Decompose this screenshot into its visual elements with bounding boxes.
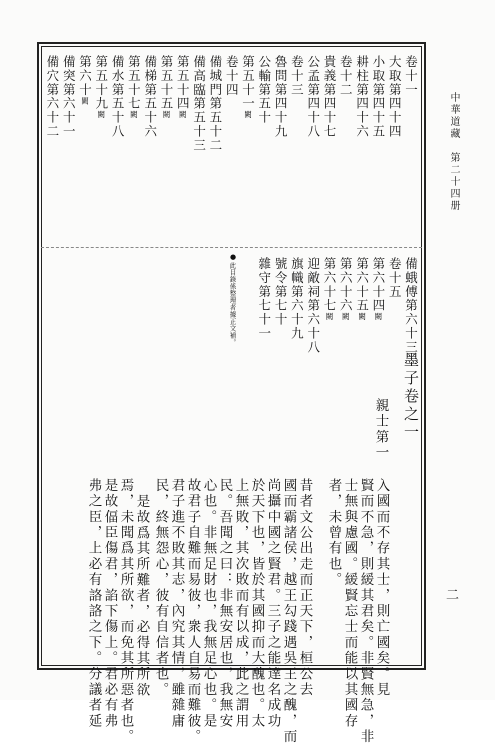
toc-missing-mark: 闕 [80,96,90,105]
toc-entry-title: 號令第七十 [273,257,289,327]
toc-missing-mark: 闕 [178,110,188,119]
toc-missing-mark: 闕 [129,110,139,119]
chapter-title: 親士第一 [372,398,389,461]
toc-entry-title: 備突第六十一 [61,55,77,139]
toc-entry-title: 大取第四十四 [387,55,403,139]
text-column: 者，未曾有也。 [325,478,342,588]
toc-entry [404,257,417,354]
toc-entry [274,55,287,138]
toc-entry-title: 備梯第五十六 [142,55,158,139]
toc-entry [290,55,303,97]
toc-entry-title: 第六十六 [338,257,354,313]
toc-entry [355,55,368,138]
toc-entry-title: 備高臨第五十三 [191,55,207,153]
toc-entry-title: 貴義第四十七 [322,55,337,139]
toc-entry [306,55,319,138]
toc-entry-title: 第五十一 [240,55,256,111]
text-column: 民。吾聞之曰：非無安居也，我無安 [216,478,233,730]
toc-entry-title: 第六十四 [370,257,386,313]
section-divider [41,247,422,248]
toc-entry [371,257,384,321]
toc-entry-title: 公輸第五十 [256,55,272,125]
toc-entry-title: 卷十三 [289,55,305,97]
toc-entry-title: 卷十五 [387,257,403,299]
toc-entry [192,55,205,152]
toc-entry-title: 迎敵祠第六十八 [305,257,321,355]
toc-entry [306,257,319,354]
toc-entry [257,55,270,125]
toc-missing-mark: 闕 [325,312,334,321]
toc-entry [371,55,384,138]
text-column: 君子進不敗其志，內究其情，雖雜庸 [168,478,185,730]
toc-entry [111,55,124,138]
note-bullet-icon: ● [229,253,237,261]
toc-entry-title: 卷十四 [224,55,240,97]
toc-entry [208,55,221,152]
toc-entry [62,55,75,138]
toc-entry [160,55,173,119]
toc-entry-title: 卷十一 [403,55,419,97]
toc-entry [257,257,270,340]
toc-entry-title: 魯問第四十九 [273,55,289,139]
toc-entry-title: 備水第五十八 [110,55,126,139]
text-column: 弗之臣，上必有詻詻之下。分議者延 [85,478,102,730]
toc-missing-mark: 闕 [357,312,367,321]
toc-missing-mark: 闕 [373,312,383,321]
text-column: 入國而不存其士，則亡國矣。見 [373,478,390,698]
toc-entry [290,257,303,340]
text-column: 昔者文公出走而正天下，桓公去 [296,478,313,698]
text-column: 國而霸諸侯，越王勾踐遇吳王之醜，而 [280,478,297,745]
toc-entry [388,257,401,299]
toc-entry-title: 公孟第四十八 [305,55,321,139]
toc-entry [355,257,368,321]
page-number: 二 [446,588,460,603]
running-header: 中華道藏 第二十四册 [448,92,459,212]
editor-note: 此目錄係整理者據正文補。 [228,262,237,346]
toc-missing-mark: 闕 [243,110,253,119]
toc-entry [225,55,238,97]
text-column: 是故爲其所難者，必得其所欲 [133,494,150,699]
toc-entry-title: 第五十四 [175,55,191,111]
toc-entry [404,55,417,97]
toc-entry [143,55,156,138]
text-column: 士無與慮國。緩賢忘士而能以其國存 [341,478,358,730]
toc-entry [241,55,254,119]
toc-entry-title: 備蛾傅第六十三 [403,257,419,355]
toc-entry [323,55,336,138]
toc-entry [274,257,287,327]
toc-entry-title: 旗幟第六十九 [289,257,305,341]
toc-entry-title: 第六十 [77,55,93,97]
text-column: 心也。非無足財也，我無足心也。是 [200,478,217,730]
text-column: 上無敗，其次敗而有以成，此之謂用 [232,478,249,730]
toc-entry-title: 卷十二 [338,55,354,97]
toc-entry-title: 第五十九 [93,55,109,111]
book-title: 墨子卷之一 [402,352,420,442]
toc-entry [388,55,401,138]
toc-entry [78,55,91,105]
toc-entry [323,257,336,321]
toc-entry-title: 小取第四十五 [370,55,386,139]
text-column: 故君子自難而易彼，衆人自易而難彼。 [184,478,201,745]
text-column: 焉，未聞爲其所欲，而免其所惡者也。 [117,478,134,745]
toc-missing-mark: 闕 [96,110,106,119]
toc-entry-title: 備城門第五十二 [207,55,223,153]
toc-entry [176,55,189,119]
toc-entry-title: 第五十五 [159,55,174,111]
toc-missing-mark: 闕 [162,110,171,119]
toc-entry-title: 第六十五 [354,257,370,313]
text-column: 民，終無怨心，彼有自信者也。 [152,478,169,698]
text-column: 尚攝中國之賢君。三子之能達名成功 [264,478,281,730]
toc-entry [45,55,58,138]
text-column: 是故偪臣傷君，諂下傷上。君必有弗 [101,478,118,730]
text-column: 賢而不急，則緩其君矣。非賢無急，非 [357,478,374,745]
toc-entry-title: 耕柱第四十六 [354,55,370,139]
toc-entry-title: 第六十七 [322,257,337,313]
toc-entry-title: 第五十七 [126,55,142,111]
toc-entry [339,257,352,321]
text-column: 於天下也，皆於其國抑而大醜也。太 [248,478,265,730]
toc-entry [339,55,352,97]
toc-entry-title: 雜守第七十一 [256,257,272,341]
toc-missing-mark: 闕 [341,312,351,321]
toc-entry-title: 備穴第六十二 [44,55,60,139]
toc-entry [127,55,140,119]
toc-entry [94,55,107,119]
